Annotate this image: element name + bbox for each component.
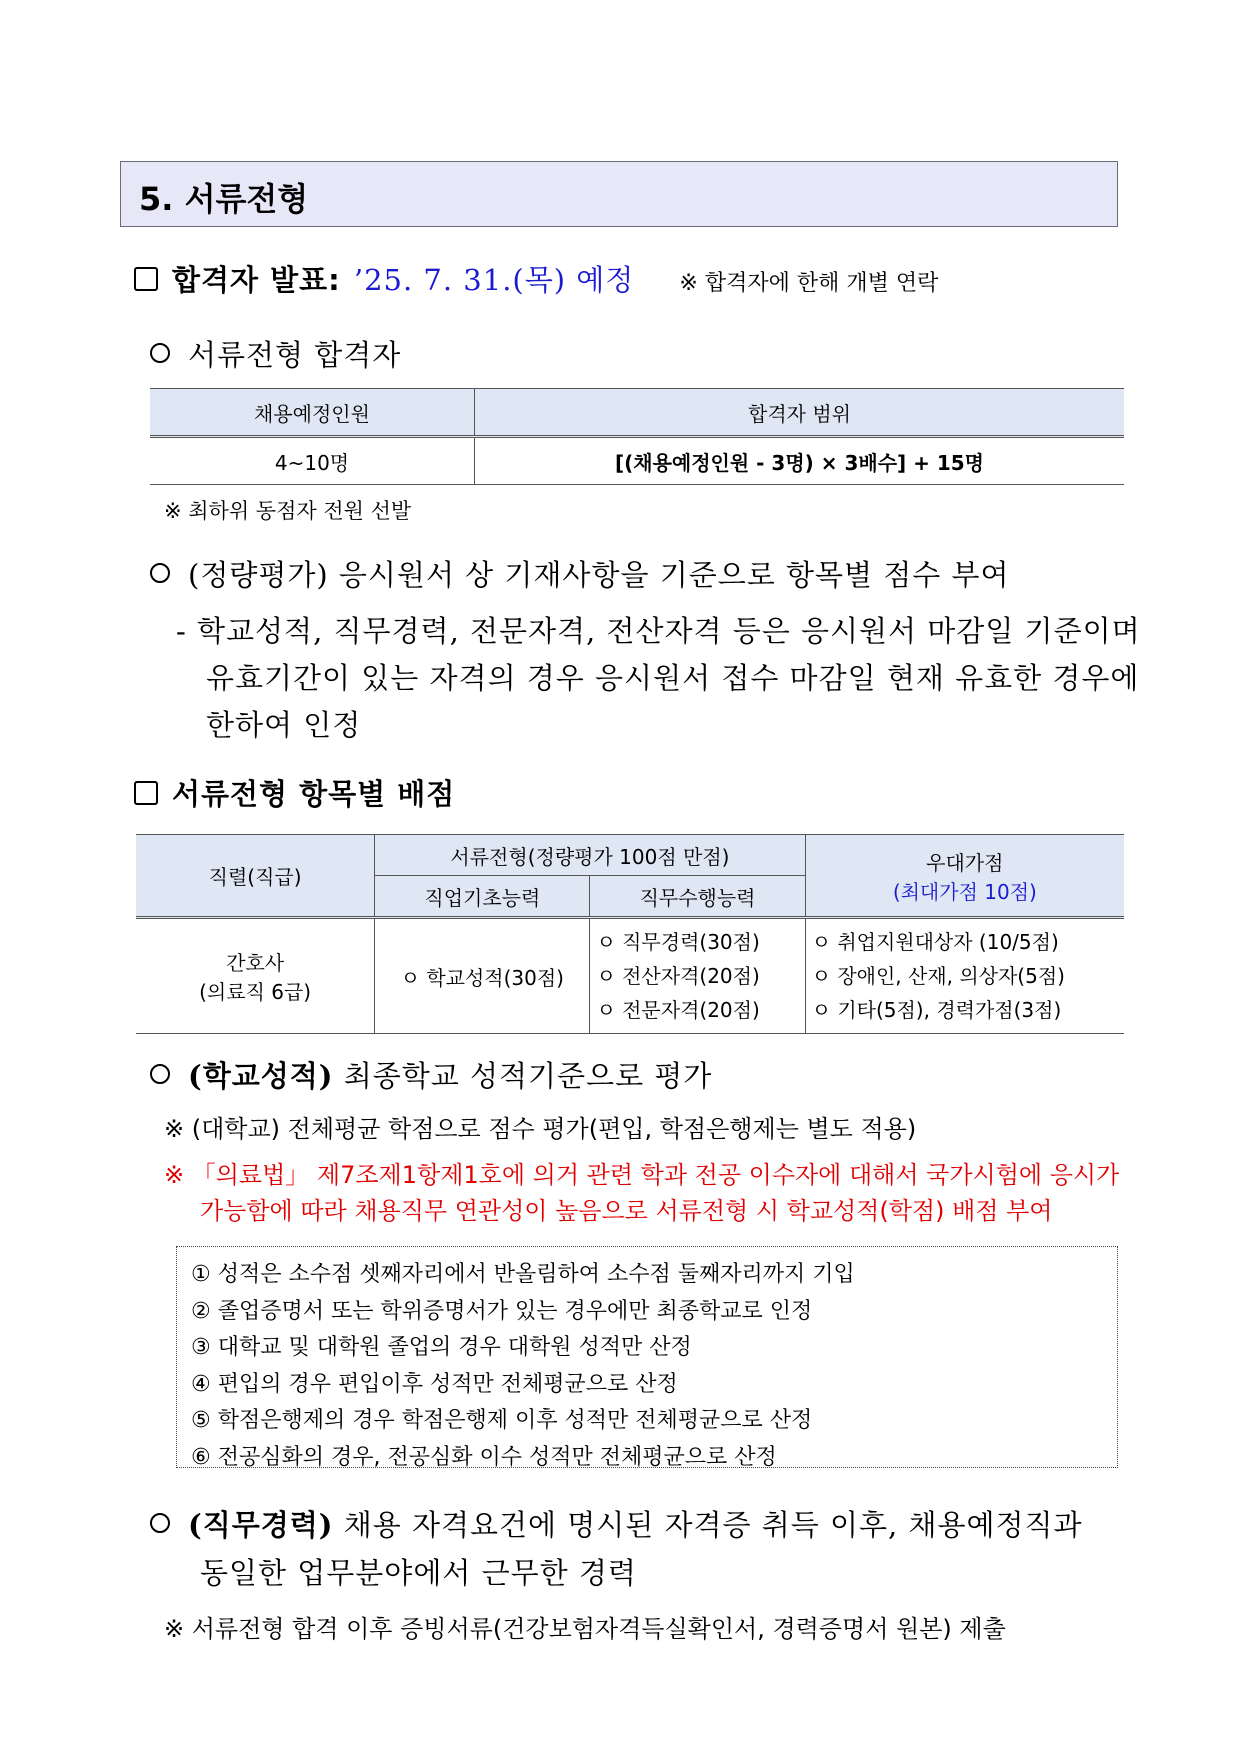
table-row xyxy=(136,918,1124,1034)
circle-bullet-icon xyxy=(150,1513,170,1533)
school-heading xyxy=(150,1054,712,1095)
career-line-2: 동일한 업무분야에서 근무한 경력 xyxy=(200,1556,637,1590)
bonus-header xyxy=(805,835,1124,918)
checkbox-square-icon xyxy=(134,781,158,805)
career-note: ※ 서류전형 합격 이후 증빙서류(건강보험자격득실확인서, 경력증명서 원본) 제출 xyxy=(164,1615,1006,1643)
bonus-header-max: (최대가점 10점) xyxy=(892,879,1037,904)
header-cell: 채용예정인원 xyxy=(150,389,475,437)
quant-line-2: 유효기간이 있는 자격의 경우 응시원서 접수 마감일 현재 유효한 경우에 xyxy=(206,661,1140,695)
circle-bullet-icon xyxy=(150,563,170,583)
announce-date: ’25. 7. 31.(목) 예정 xyxy=(353,263,635,297)
career-heading xyxy=(150,1503,1083,1544)
header-cell: 서류전형(정량평가 100점 만점) xyxy=(375,835,805,876)
circle-bullet-icon xyxy=(150,343,170,363)
table-cell: 4~10명 xyxy=(150,437,475,485)
career-heading-bold: (직무경력) xyxy=(188,1508,334,1542)
header-cell: 직업기초능력 xyxy=(375,876,590,918)
quant-heading xyxy=(150,553,1010,594)
header-cell: 직렬(직급) xyxy=(136,835,375,918)
scoring-heading-text: 서류전형 항목별 배점 xyxy=(172,777,456,811)
school-note-2-line-1: ※ 「의료법」 제7조제1항제1호에 의거 관련 학과 전공 이수자에 대해서 국가시험에 응시가 xyxy=(164,1161,1120,1189)
list-item: ③ 대학교 및 대학원 졸업의 경우 대학원 성적만 산정 xyxy=(191,1335,692,1360)
list-item: ㅇ 장애인, 산재, 의상자(5점) xyxy=(811,964,1065,988)
passers-table xyxy=(150,388,1124,485)
header-cell: 직무수행능력 xyxy=(590,876,805,918)
list-item: ㅇ 전문자격(20점) xyxy=(596,998,760,1022)
list-item: ⑥ 전공심화의 경우, 전공심화 이수 성적만 전체평균으로 산정 xyxy=(191,1444,777,1470)
table-row xyxy=(150,437,1124,485)
school-rules-box xyxy=(176,1246,1118,1468)
quant-line-1: - 학교성적, 직무경력, 전문자격, 전산자격 등은 응시원서 마감일 기준이며 xyxy=(176,614,1141,648)
list-item: ㅇ 취업지원대상자 (10/5점) xyxy=(811,930,1059,954)
table-header-row xyxy=(150,389,1124,437)
job-cell xyxy=(136,918,375,1034)
list-item: ① 성적은 소수점 셋째자리에서 반올림하여 소수점 둘째자리까지 기입 xyxy=(191,1262,855,1287)
duty-cell xyxy=(590,918,805,1034)
checkbox-square-icon xyxy=(134,267,158,291)
scoring-table xyxy=(136,834,1124,1034)
list-item: ㅇ 기타(5점), 경력가점(3점) xyxy=(811,998,1062,1022)
quant-line-3: 한하여 인정 xyxy=(206,708,362,742)
job-title: 간호사 xyxy=(226,951,285,975)
list-item: ㅇ 직무경력(30점) xyxy=(596,930,760,954)
table-cell: [(채용예정인원 - 3명) × 3배수] + 15명 xyxy=(475,437,1125,485)
school-note-1: ※ (대학교) 전체평균 학점으로 점수 평가(편입, 학점은행제는 별도 적용) xyxy=(164,1115,917,1143)
passers-heading-text: 서류전형 합격자 xyxy=(188,338,402,372)
section-title: 5. 서류전형 xyxy=(139,180,309,218)
table-header-row xyxy=(136,835,1124,876)
school-note-2-line-2: 가능함에 따라 채용직무 연관성이 높음으로 서류전형 시 학교성적(학점) 배점 부여 xyxy=(200,1197,1053,1225)
section-header xyxy=(120,161,1118,227)
bonus-cell xyxy=(805,918,1124,1034)
announce-label: 합격자 발표: xyxy=(172,263,341,297)
list-item: ⑤ 학점은행제의 경우 학점은행제 이후 성적만 전체평균으로 산정 xyxy=(191,1408,813,1433)
announce-line xyxy=(134,258,938,299)
list-item: ㅇ 전산자격(20점) xyxy=(596,964,760,988)
list-item: ② 졸업증명서 또는 학위증명서가 있는 경우에만 최종학교로 인정 xyxy=(191,1298,813,1324)
tie-note: ※ 최하위 동점자 전원 선발 xyxy=(164,499,412,523)
school-heading-bold: (학교성적) xyxy=(188,1059,334,1093)
circle-bullet-icon xyxy=(150,1064,170,1084)
school-heading-rest: 최종학교 성적기준으로 평가 xyxy=(343,1059,713,1093)
job-grade: (의료직 6급) xyxy=(199,980,312,1004)
bonus-header-title: 우대가점 xyxy=(926,850,1004,875)
basic-cell: ㅇ 학교성적(30점) xyxy=(375,918,590,1034)
header-cell: 합격자 범위 xyxy=(475,389,1125,437)
list-item: ④ 편입의 경우 편입이후 성적만 전체평균으로 산정 xyxy=(191,1371,678,1397)
announce-note: ※ 합격자에 한해 개별 연락 xyxy=(679,271,939,296)
scoring-heading xyxy=(134,772,455,813)
quant-heading-text: (정량평가) 응시원서 상 기재사항을 기준으로 항목별 점수 부여 xyxy=(188,558,1010,592)
career-heading-rest: 채용 자격요건에 명시된 자격증 취득 이후, 채용예정직과 xyxy=(343,1508,1083,1542)
passers-heading xyxy=(150,333,401,374)
